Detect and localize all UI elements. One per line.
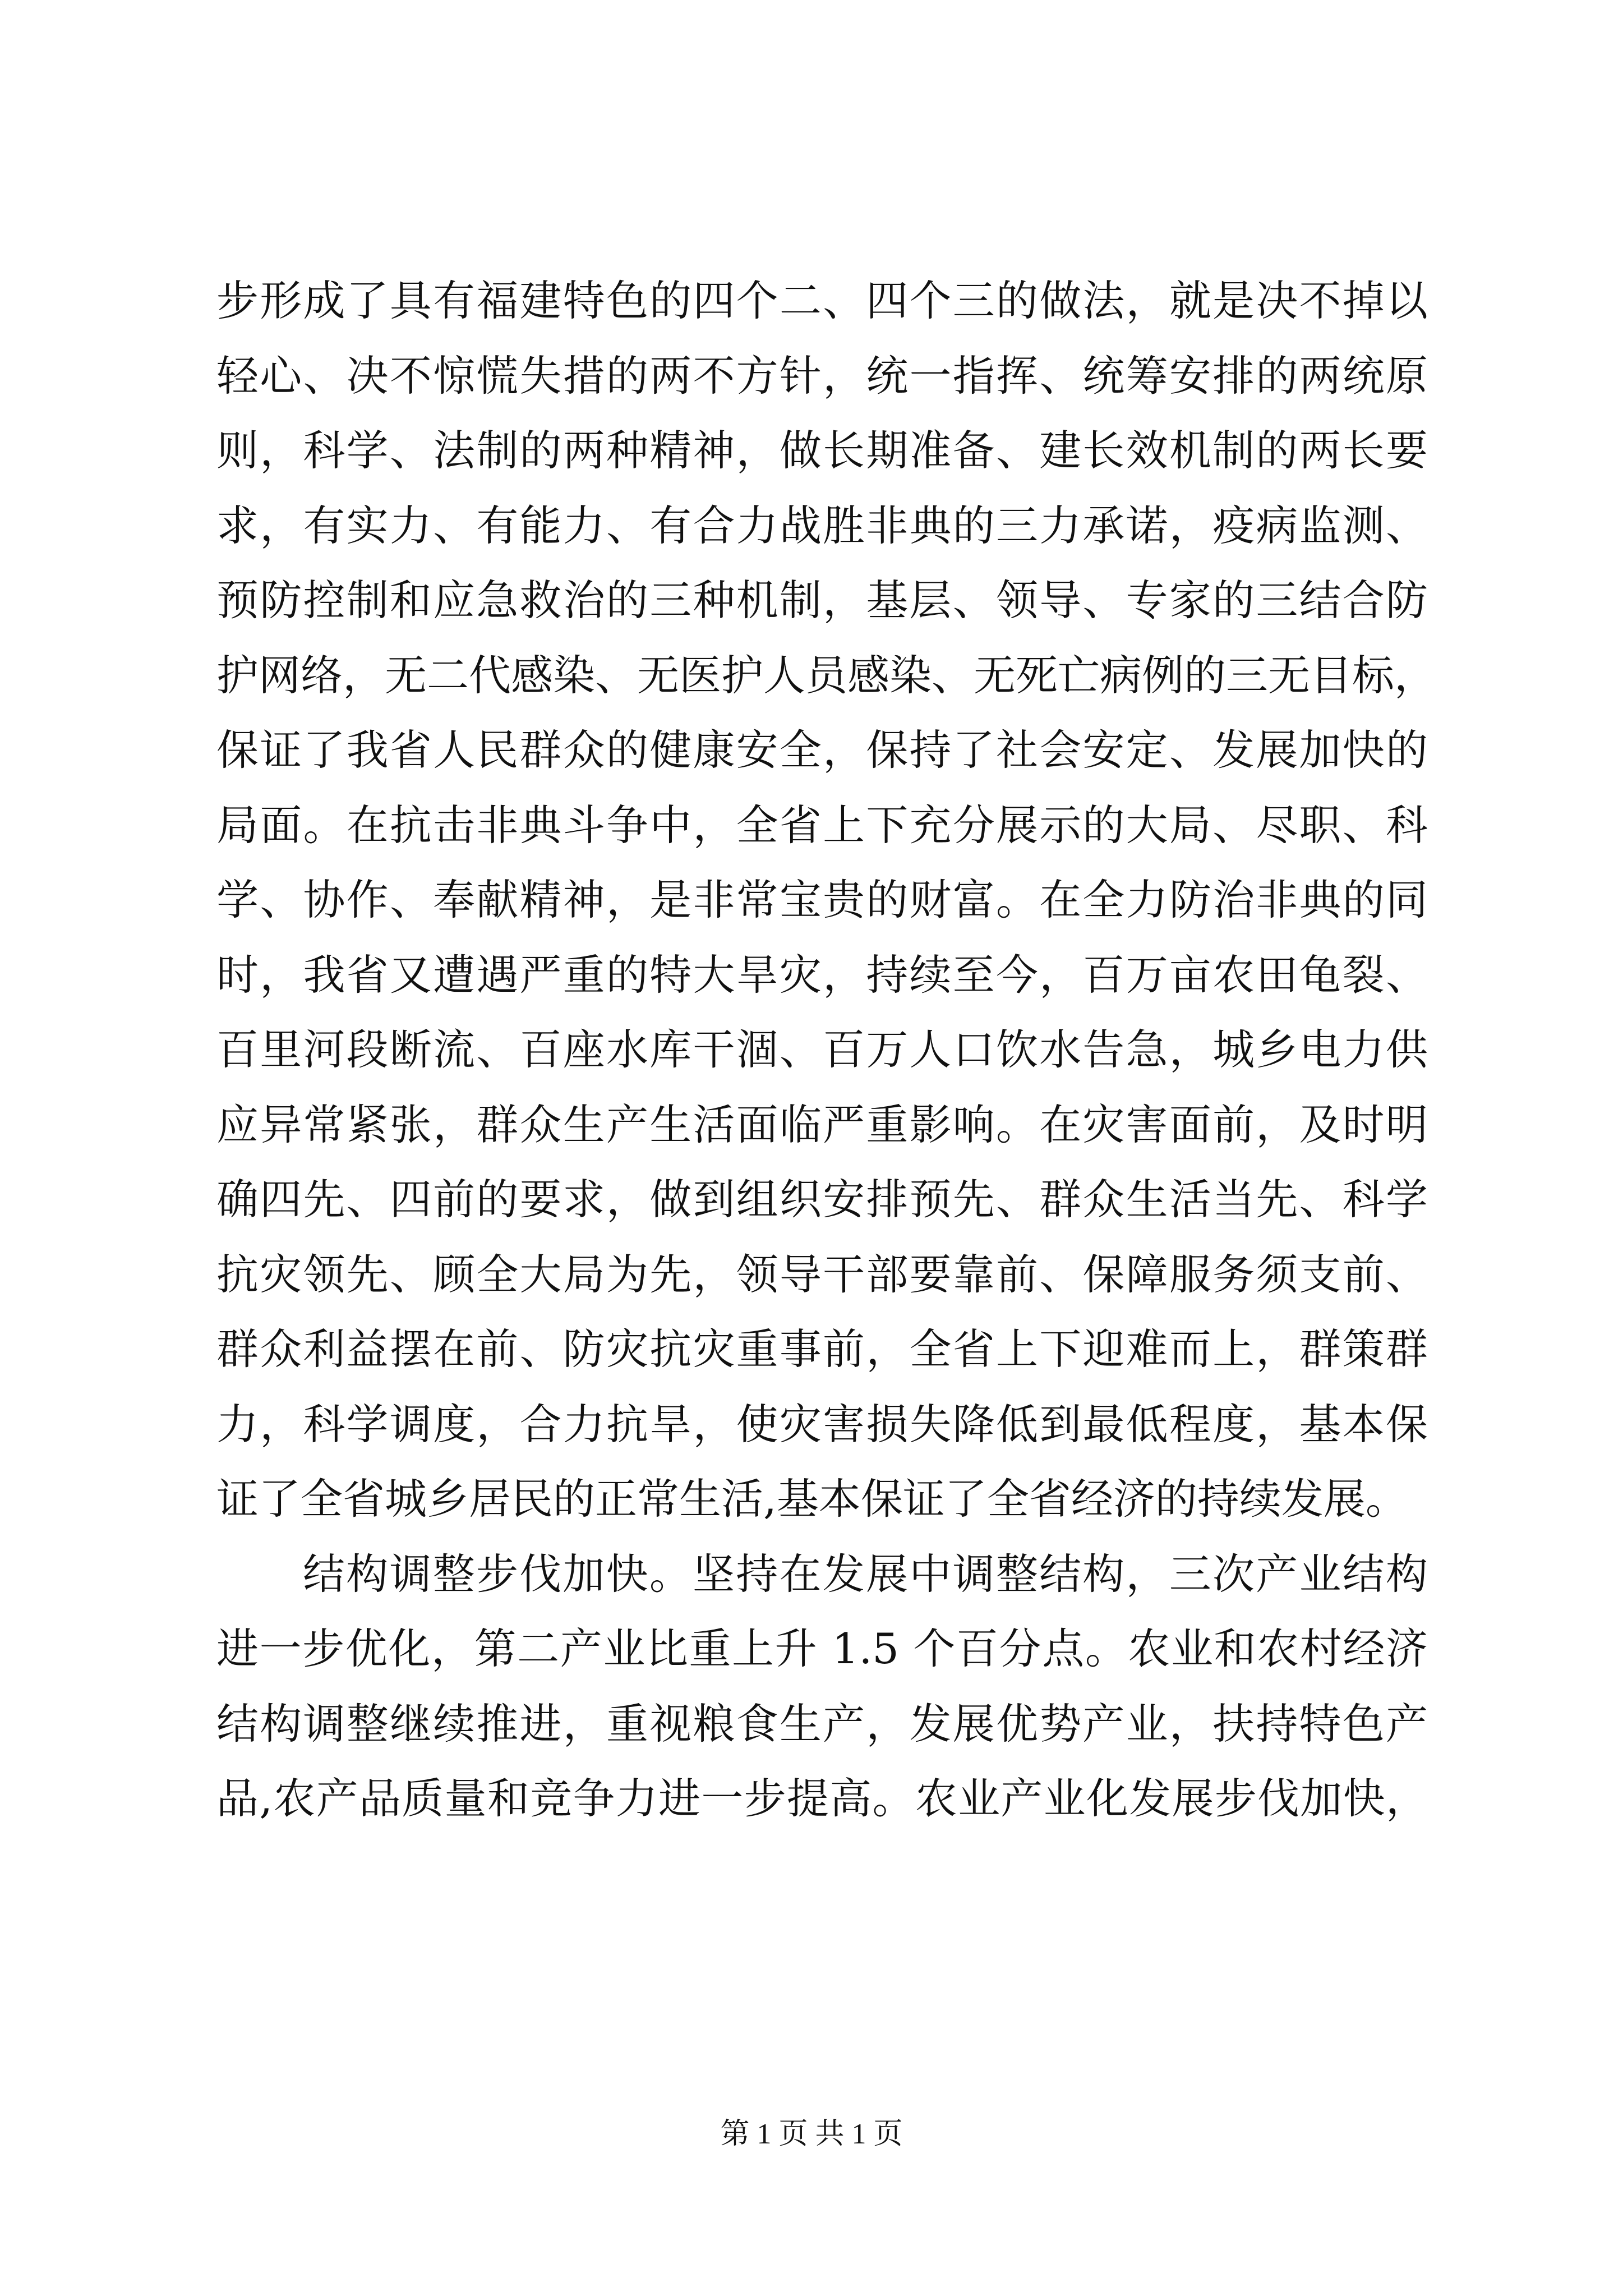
page-number-footer: 第 1 页 共 1 页 [720,2118,903,2150]
document-body [216,264,1437,1837]
text-line: 结构调整继续推进，重视粮食生产，发展优势产业，扶持特色产 [216,1699,1428,1749]
text-line: 进一步优化，第二产业比重上升 1.5 个百分点。农业和农村经济 [216,1624,1428,1673]
text-line: 群众利益摆在前、防灾抗灾重事前，全省上下迎难而上，群策群 [216,1324,1428,1374]
text-line: 护网络，无二代感染、无医护人员感染、无死亡病例的三无目标， [216,650,1437,700]
text-line: 证了全省城乡居民的正常生活,基本保证了全省经济的持续发展。 [216,1474,1408,1524]
text-line: 抗灾领先、顾全大局为先，领导干部要靠前、保障服务须支前、 [216,1249,1428,1299]
text-line: 百里河段断流、百座水库干涸、百万人口饮水告急，城乡电力供 [216,1025,1428,1074]
text-line: 品,农产品质量和竞争力进一步提高。农业产业化发展步伐加快， [216,1774,1428,1823]
text-line: 确四先、四前的要求，做到组织安排预先、群众生活当先、科学 [216,1175,1428,1224]
text-line: 预防控制和应急救治的三种机制，基层、领导、专家的三结合防 [216,576,1428,625]
text-line: 时，我省又遭遇严重的特大旱灾，持续至今，百万亩农田龟裂、 [216,950,1428,1000]
text-line: 学、协作、奉献精神，是非常宝贵的财富。在全力防治非典的同 [216,875,1428,924]
text-line: 轻心、决不惊慌失措的两不方针，统一指挥、统筹安排的两统原 [216,351,1428,401]
text-line: 结构调整步伐加快。坚持在发展中调整结构，三次产业结构 [303,1549,1428,1599]
text-line: 则，科学、法制的两种精神，做长期准备、建长效机制的两长要 [216,426,1428,475]
text-line: 应异常紧张，群众生产生活面临严重影响。在灾害面前，及时明 [216,1099,1428,1149]
text-line: 保证了我省人民群众的健康安全，保持了社会安定、发展加快的 [216,725,1428,775]
text-line: 力，科学调度，合力抗旱，使灾害损失降低到最低程度，基本保 [216,1399,1428,1449]
text-line: 局面。在抗击非典斗争中，全省上下充分展示的大局、尽职、科 [216,800,1428,850]
text-line: 步形成了具有福建特色的四个二、四个三的做法，就是决不掉以 [216,276,1428,325]
text-line: 求，有实力、有能力、有合力战胜非典的三力承诺，疫病监测、 [216,500,1428,550]
